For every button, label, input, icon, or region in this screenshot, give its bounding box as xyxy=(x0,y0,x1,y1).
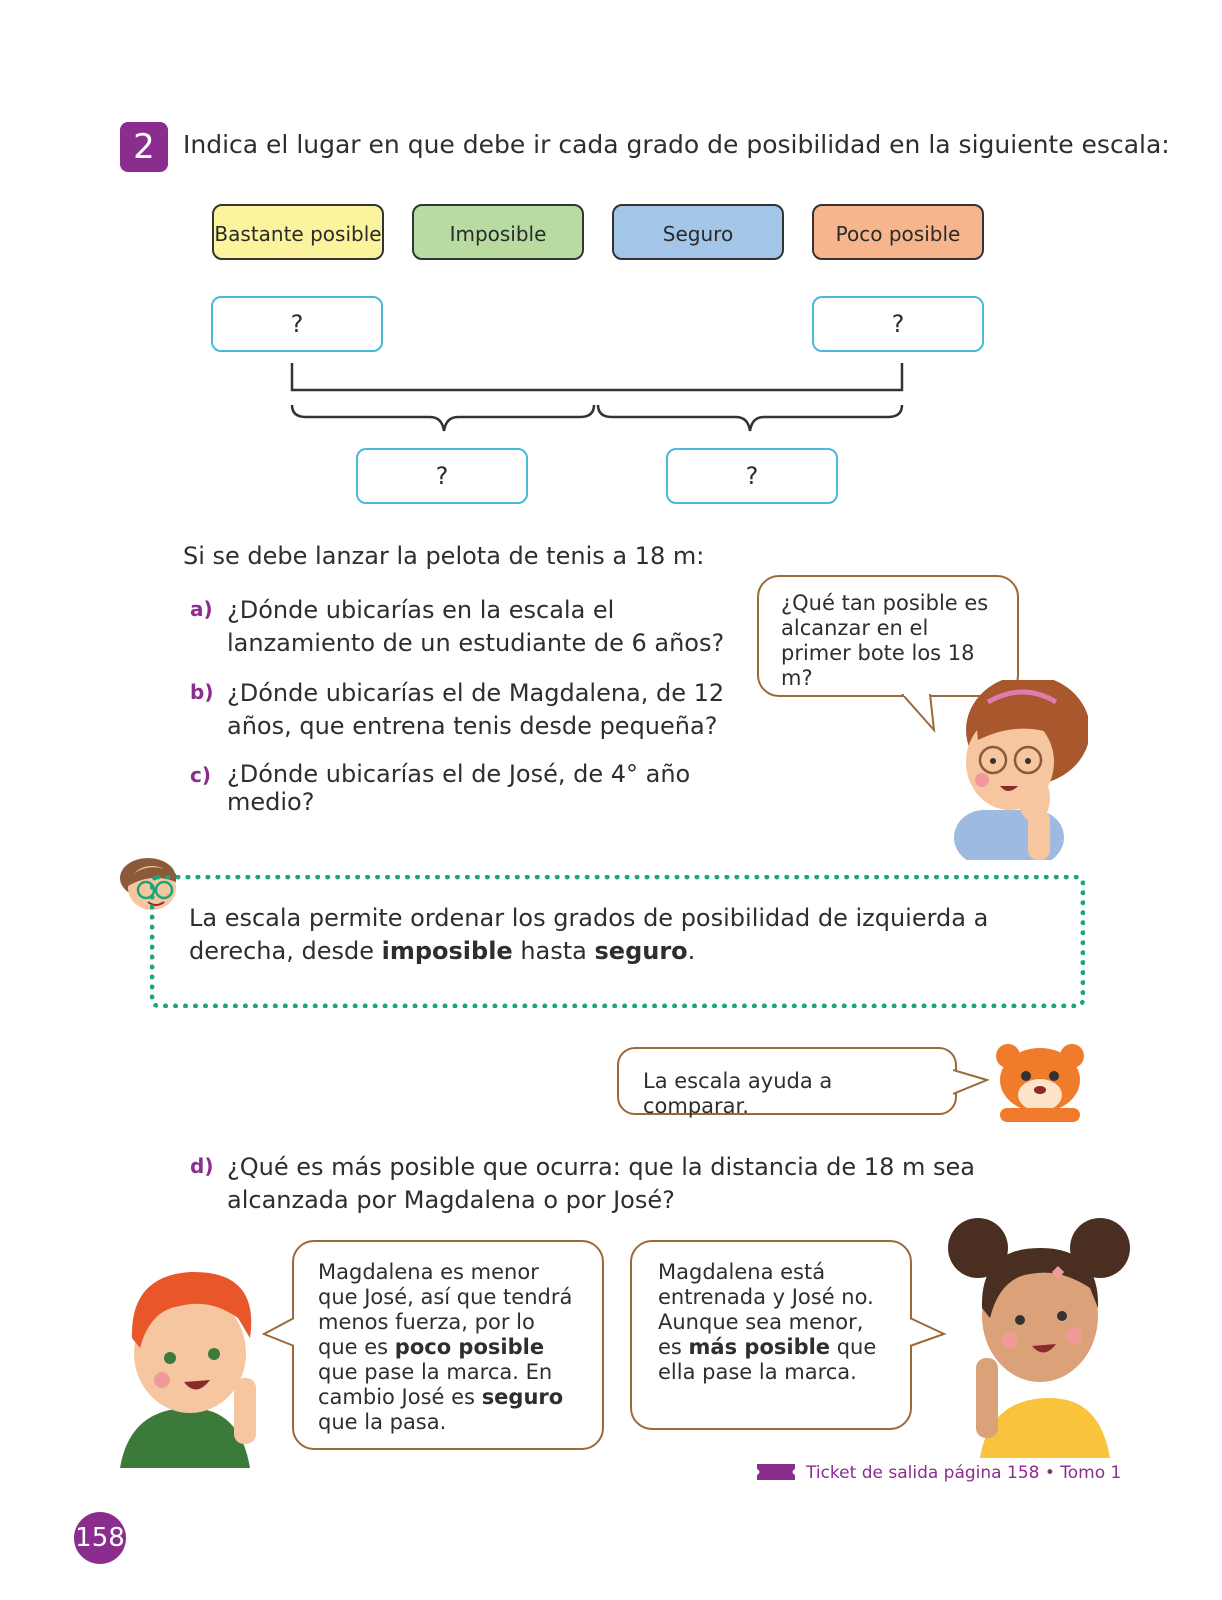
girl-speech-text: ¿Qué tan posible es alcanzar en el primer bote los 18 m? xyxy=(781,591,989,690)
tiger-speech-text: La escala ayuda a comparar. xyxy=(643,1069,833,1118)
boy-text-part: que pase la marca. En cambio José es xyxy=(318,1360,553,1409)
page-number: 158 xyxy=(74,1512,126,1564)
scenario-text: Si se debe lanzar la pelota de tenis a 18 m: xyxy=(183,542,705,570)
girl-glasses-illustration xyxy=(948,680,1088,860)
boy-speech-text xyxy=(318,1260,572,1434)
boy-bubble-tail xyxy=(262,1316,296,1350)
card-poco-posible[interactable]: Poco posible xyxy=(812,204,984,260)
tiger-illustration xyxy=(990,1040,1090,1125)
girl-bubble-tail xyxy=(900,694,940,734)
boy-text-part: Magdalena es menor que José, así que tendrá menos fuerza, por lo que es xyxy=(318,1260,573,1359)
girl2-speech-bubble xyxy=(630,1240,912,1430)
ticket-link[interactable]: Ticket de salida página 158 • Tomo 1 xyxy=(806,1463,1122,1483)
girl-speech-bubble xyxy=(757,575,1019,697)
tiger-speech-bubble xyxy=(617,1047,957,1118)
boy-bold-poco-posible: poco posible xyxy=(394,1335,545,1359)
info-text-part: hasta xyxy=(512,937,595,965)
exercise-number-badge: 2 xyxy=(120,122,168,172)
card-seguro[interactable]: Seguro xyxy=(612,204,784,260)
question-d-letter: d) xyxy=(190,1154,214,1178)
scale-slot-middle-right[interactable]: ? xyxy=(666,448,838,504)
info-bold-imposible: imposible xyxy=(381,937,513,965)
question-c-text: ¿Dónde ubicarías el de José, de 4° año medio? xyxy=(227,760,691,816)
info-bold-seguro: seguro xyxy=(594,937,688,965)
boy-text-part: que la pasa. xyxy=(318,1410,447,1434)
tiger-bubble-tail xyxy=(953,1068,989,1098)
girl2-text-part: que ella pase la marca. xyxy=(658,1335,877,1384)
girl-curly-illustration xyxy=(940,1208,1140,1458)
girl2-text-part: Magdalena está entrenada y José no. Aunque sea menor, es xyxy=(658,1260,874,1359)
boy-bold-seguro: seguro xyxy=(481,1385,564,1409)
scale-slot-left[interactable]: ? xyxy=(211,296,383,352)
ticket-icon xyxy=(757,1462,797,1482)
scale-diagram xyxy=(280,355,920,450)
question-a-letter: a) xyxy=(190,597,213,621)
card-bastante-posible[interactable]: Bastante posible xyxy=(212,204,384,260)
info-text-part: . xyxy=(687,937,696,965)
girl2-speech-text xyxy=(658,1260,876,1384)
question-b-letter: b) xyxy=(190,680,214,704)
question-b-text: ¿Dónde ubicarías el de Magdalena, de 12 años, que entrena tenis desde pequeña? xyxy=(227,679,725,740)
scale-slot-right[interactable]: ? xyxy=(812,296,984,352)
girl2-bold-mas-posible: más posible xyxy=(688,1335,831,1359)
boy-illustration xyxy=(110,1258,280,1478)
question-a-text: ¿Dónde ubicarías en la escala el lanzamiento de un estudiante de 6 años? xyxy=(227,596,725,657)
exercise-instruction: Indica el lugar en que debe ir cada grado de posibilidad en la siguiente escala: xyxy=(183,130,1170,159)
scale-slot-middle-left[interactable]: ? xyxy=(356,448,528,504)
info-text xyxy=(189,902,1069,968)
boy-speech-bubble xyxy=(292,1240,604,1450)
card-imposible[interactable]: Imposible xyxy=(412,204,584,260)
question-d-text: ¿Qué es más posible que ocurra: que la distancia de 18 m sea alcanzada por Magdalena o por José? xyxy=(227,1153,975,1214)
info-text-part: La escala permite ordenar los grados de posibilidad de izquierda a derecha, desde xyxy=(189,904,989,965)
question-c-letter: c) xyxy=(190,763,211,787)
